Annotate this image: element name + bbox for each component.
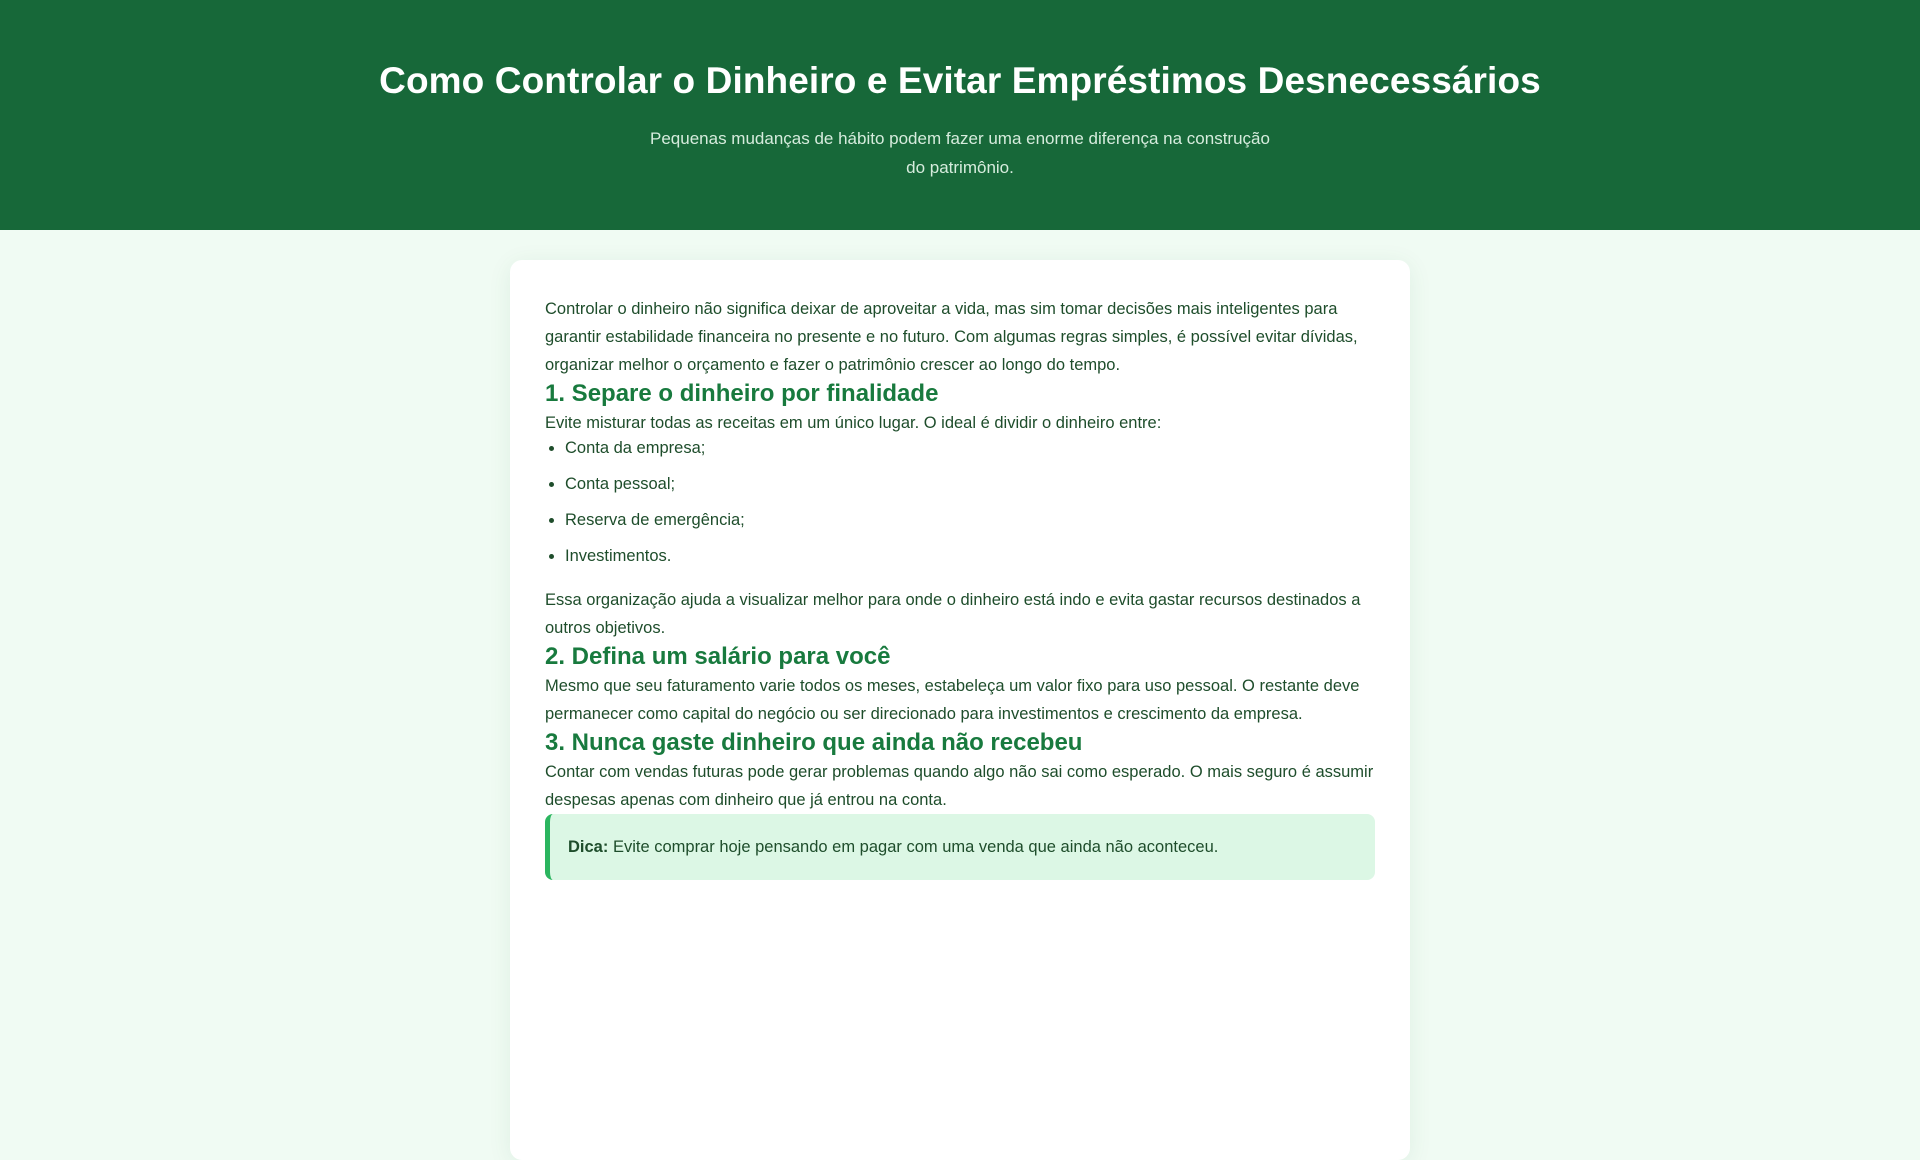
list-item: • Conta da empresa; bbox=[565, 437, 1375, 459]
tip-box bbox=[545, 814, 1375, 880]
list-item: • Reserva de emergência; bbox=[565, 509, 1375, 531]
page-header bbox=[0, 0, 1920, 230]
intro-paragraph: Controlar o dinheiro não significa deixar de aproveitar a vida, mas sim tomar decisões mais inteligentes para garantir estabilidade financeira no presente e no futuro. Com algumas regras simples, é possível evitar dívidas, organizar melhor o orçamento e fazer o patrimônio crescer ao longo do tempo. bbox=[545, 300, 1358, 374]
list-item: • Conta pessoal; bbox=[565, 473, 1375, 495]
section-paragraph: Contar com vendas futuras pode gerar problemas quando algo não sai como esperado. O mais seguro é assumir despesas apenas com dinheiro que já entrou na conta. bbox=[545, 763, 1374, 809]
section-title: 3. Nunca gaste dinheiro que ainda não recebeu bbox=[545, 729, 1083, 756]
list-item: • Investimentos. bbox=[565, 545, 1375, 567]
page-subtitle: Pequenas mudanças de hábito podem fazer uma enorme diferença na construção do patrimônio. bbox=[650, 129, 1270, 177]
section-paragraph: Essa organização ajuda a visualizar melhor para onde o dinheiro está indo e evita gastar recursos destinados a outros objetivos. bbox=[545, 591, 1361, 637]
purpose-list bbox=[545, 437, 1375, 567]
tip-text: Evite comprar hoje pensando em pagar com uma venda que ainda não aconteceu. bbox=[612, 838, 1219, 856]
section-paragraph: Evite misturar todas as receitas em um único lugar. O ideal é dividir o dinheiro entre: bbox=[545, 414, 1162, 432]
article-card bbox=[510, 260, 1410, 1160]
page-title: Como Controlar o Dinheiro e Evitar Empréstimos Desnecessários bbox=[379, 60, 1541, 101]
section-title: 1. Separe o dinheiro por finalidade bbox=[545, 380, 939, 407]
section-paragraph: Mesmo que seu faturamento varie todos os meses, estabeleça um valor fixo para uso pessoal. O restante deve permanecer como capital do negócio ou ser direcionado para investimentos e crescimento da empresa. bbox=[545, 677, 1360, 723]
tip-label: Dica: bbox=[568, 838, 609, 856]
section-title: 2. Defina um salário para você bbox=[545, 643, 891, 670]
